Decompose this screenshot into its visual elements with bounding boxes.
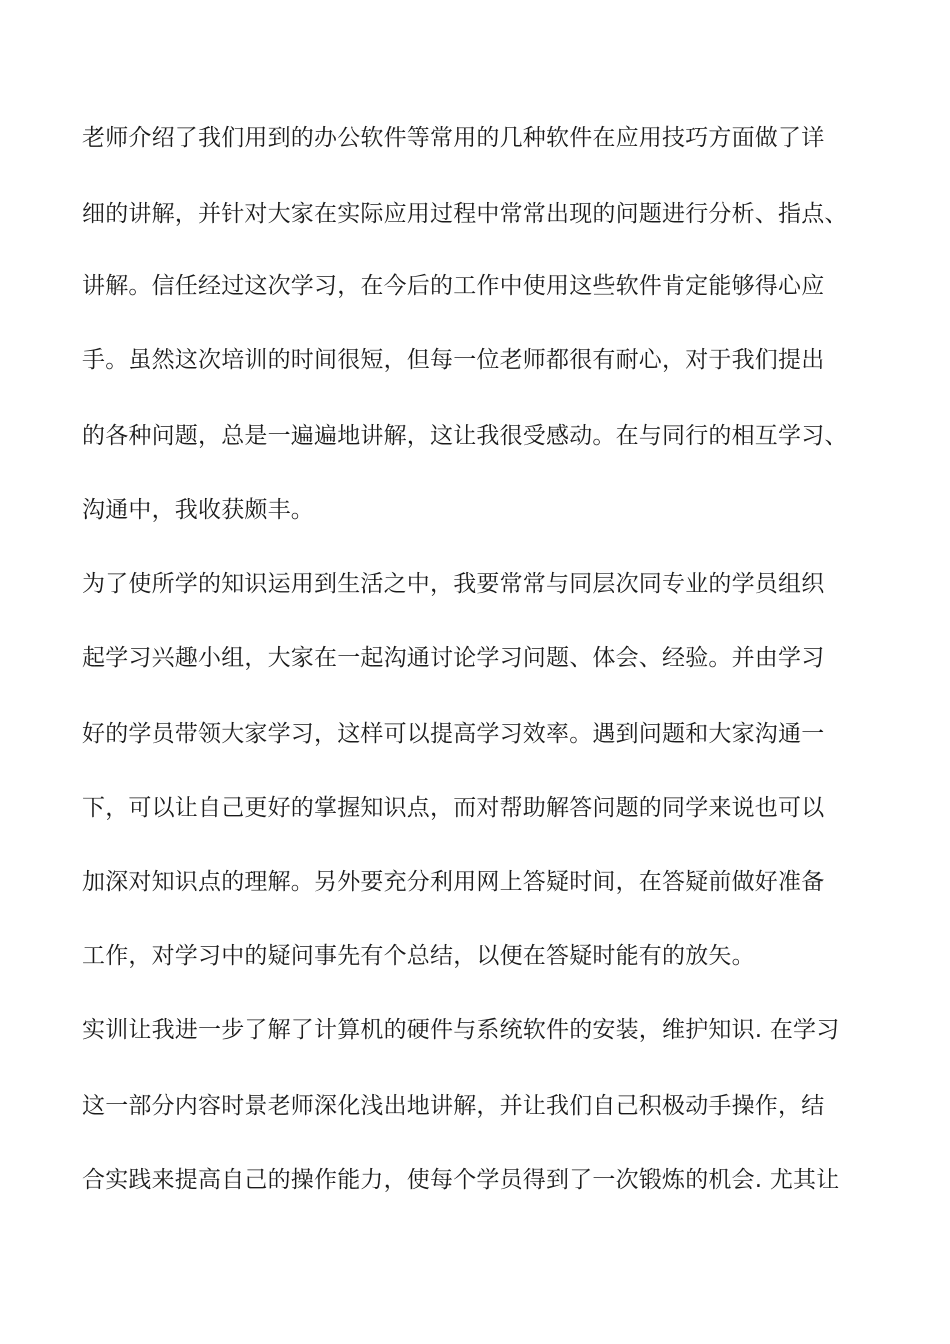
paragraph-line: 的各种问题，总是一遍遍地讲解，这让我很受感动。在与同行的相互学习、 <box>82 423 848 449</box>
paragraph-line: 沟通中，我收获颇丰。 <box>82 497 314 523</box>
paragraph-line: 工作，对学习中的疑问事先有个总结，以便在答疑时能有的放矢。 <box>82 943 755 969</box>
paragraph-line: 下，可以让自己更好的掌握知识点，而对帮助解答问题的同学来说也可以 <box>82 795 825 821</box>
paragraph-line: 合实践来提高自己的操作能力，使每个学员得到了一次锻炼的机会. 尤其让 <box>82 1167 840 1193</box>
paragraph-line: 老师介绍了我们用到的办公软件等常用的几种软件在应用技巧方面做了详 <box>82 125 825 151</box>
paragraph-line: 起学习兴趣小组，大家在一起沟通讨论学习问题、体会、经验。并由学习 <box>82 645 825 671</box>
paragraph-line: 细的讲解，并针对大家在实际应用过程中常常出现的问题进行分析、指点、 <box>82 201 848 227</box>
paragraph-line: 实训让我进一步了解了计算机的硬件与系统软件的安装，维护知识. 在学习 <box>82 1017 840 1043</box>
paragraph-line: 这一部分内容时景老师深化浅出地讲解，并让我们自己积极动手操作，结 <box>82 1093 825 1119</box>
paragraph-line: 好的学员带领大家学习，这样可以提高学习效率。遇到问题和大家沟通一 <box>82 721 825 747</box>
paragraph-line: 手。虽然这次培训的时间很短，但每一位老师都很有耐心，对于我们提出 <box>82 347 825 373</box>
paragraph-line: 为了使所学的知识运用到生活之中，我要常常与同层次同专业的学员组织 <box>82 571 825 597</box>
paragraph-line: 加深对知识点的理解。另外要充分利用网上答疑时间，在答疑前做好准备 <box>82 869 825 895</box>
paragraph-line: 讲解。信任经过这次学习，在今后的工作中使用这些软件肯定能够得心应 <box>82 273 825 299</box>
